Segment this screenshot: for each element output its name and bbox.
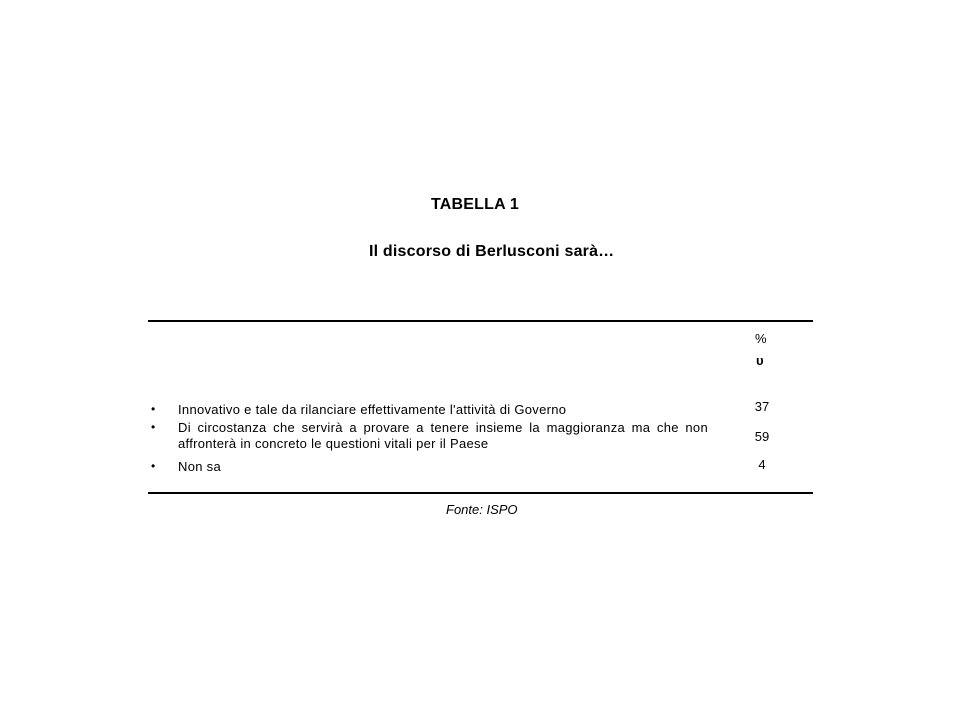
column-symbol: υ [756,353,764,368]
answer-option-text: Innovativo e tale da rilanciare effettivamente l'attività di Governo [178,402,567,417]
survey-question-title: Il discorso di Berlusconi sarà… [369,243,615,260]
bullet-icon: • [151,459,156,473]
answer-option-percent: 4 [758,457,766,472]
table-bottom-rule [148,492,813,494]
table-top-rule [148,320,813,322]
percent-column-header: % [755,331,767,346]
table-label: TABELLA 1 [431,196,520,213]
bullet-icon: • [151,420,156,434]
source-note: Fonte: ISPO [446,502,518,517]
answer-option-percent: 59 [754,429,770,444]
answer-option-percent: 37 [754,399,770,414]
bullet-icon: • [151,402,156,416]
answer-option-text: Non sa [178,459,221,474]
answer-option-text: Di circostanza che servirà a provare a tenere insieme la maggioranza ma che non affronterà in concreto le questioni vitali per il Paese [178,420,708,451]
